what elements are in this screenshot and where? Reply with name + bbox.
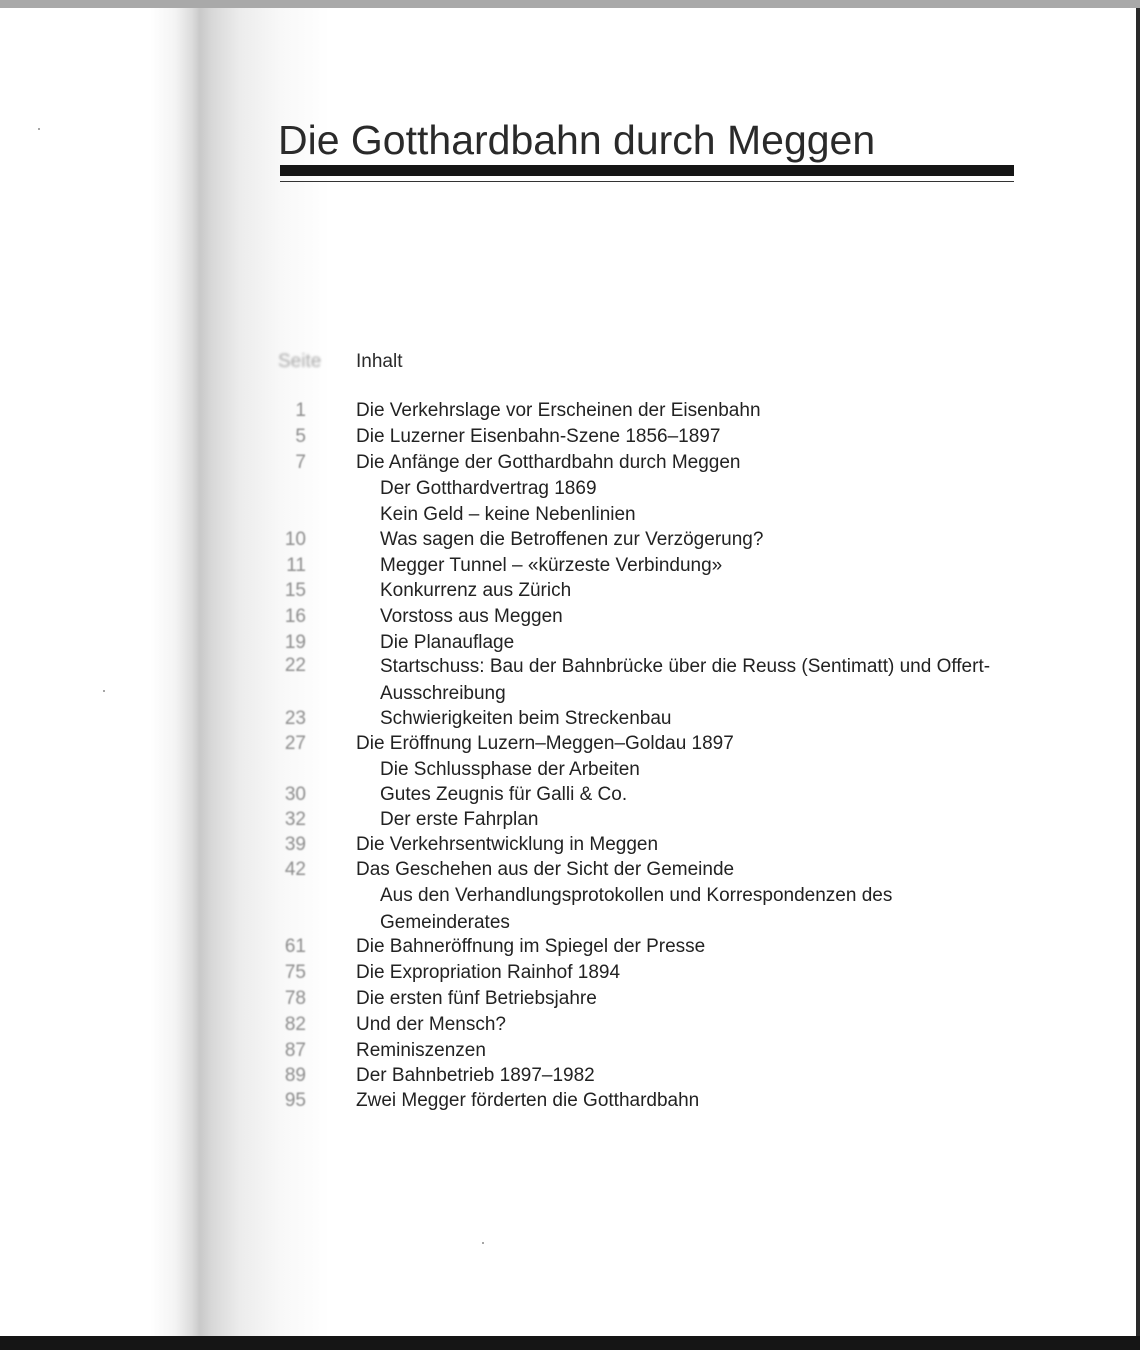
toc-page-number: 11 [286, 555, 306, 576]
toc-entry-title: Die Verkehrslage vor Erscheinen der Eisenbahn [356, 400, 761, 421]
toc-entry-title: Megger Tunnel – «kürzeste Verbindung» [380, 555, 723, 576]
toc-content-column-header: Inhalt [356, 351, 403, 372]
toc-entry-title: Die Eröffnung Luzern–Meggen–Goldau 1897 [356, 733, 734, 754]
toc-page-number: 87 [284, 1040, 306, 1061]
toc-entry [0, 653, 1140, 705]
toc-entry-title: Die Verkehrsentwicklung in Meggen [356, 834, 659, 855]
toc-entry-title: Die Luzerner Eisenbahn-Szene 1856–1897 [356, 426, 721, 447]
toc-entry-title: Die Schlussphase der Arbeiten [380, 759, 640, 780]
toc-page-number: 78 [284, 988, 306, 1009]
toc-entry [0, 934, 1140, 958]
toc-page-number: 19 [284, 632, 306, 653]
toc-entry-title: Das Geschehen aus der Sicht der Gemeinde [356, 859, 735, 880]
toc-entry [0, 1088, 1140, 1112]
toc-page-number: 75 [284, 962, 306, 983]
toc-entry-title: Schwierigkeiten beim Streckenbau [380, 708, 672, 729]
toc-page-number: 16 [284, 606, 306, 627]
toc-page-number: 42 [284, 859, 306, 880]
toc-page-number: 89 [284, 1065, 306, 1086]
toc-entry [0, 857, 1140, 881]
toc-page-number: 30 [284, 784, 306, 805]
toc-entry [0, 398, 1140, 422]
toc-page-number: 27 [284, 733, 306, 754]
toc-page-column-header: Seite [278, 351, 322, 372]
toc-entry-title: Kein Geld – keine Nebenlinien [380, 504, 636, 525]
toc-entry [0, 757, 1140, 781]
toc-entry [0, 1012, 1140, 1036]
toc-page-number: 15 [284, 580, 306, 601]
toc-entry [0, 986, 1140, 1010]
toc-entry-title: Zwei Megger förderten die Gotthardbahn [356, 1090, 700, 1111]
toc-entry [0, 960, 1140, 984]
toc-entry-title: Der erste Fahrplan [380, 809, 539, 830]
toc-entry-title: Aus den Verhandlungsprotokollen und Korrespondenzen des Gemeinderates [380, 885, 893, 933]
toc-entry-title: Und der Mensch? [356, 1014, 506, 1035]
toc-entry [0, 476, 1140, 500]
toc-entry-title: Die Expropriation Rainhof 1894 [356, 962, 621, 983]
toc-entry-title: Reminiszenzen [356, 1040, 486, 1061]
toc-page-number: 23 [284, 708, 306, 729]
toc-entry [0, 731, 1140, 755]
toc-entry [0, 604, 1140, 628]
toc-page-number: 22 [284, 655, 306, 676]
toc-entry [0, 882, 1140, 934]
toc-page-number: 61 [284, 936, 306, 957]
toc-entry-title: Vorstoss aus Meggen [380, 606, 563, 627]
toc-page-number: 82 [284, 1014, 306, 1035]
toc-entry [0, 832, 1140, 856]
toc-entry [0, 1038, 1140, 1062]
toc-page-number: 10 [284, 529, 306, 550]
page-title: Die Gotthardbahn durch Meggen [278, 117, 876, 163]
toc-entry-title: Konkurrenz aus Zürich [380, 580, 572, 601]
toc-entry [0, 1063, 1140, 1087]
toc-page-number: 39 [284, 834, 306, 855]
toc-page-number: 1 [295, 400, 306, 421]
toc-entry-title: Gutes Zeugnis für Galli & Co. [380, 784, 628, 805]
toc-page-number: 7 [295, 452, 306, 473]
toc-entry [0, 553, 1140, 577]
toc-entry-title: Die ersten fünf Betriebsjahre [356, 988, 597, 1009]
toc-page-number: 95 [284, 1090, 306, 1111]
toc-entry-title: Was sagen die Betroffenen zur Verzögerung? [380, 529, 764, 550]
toc-entry [0, 527, 1140, 551]
toc-entry-title: Der Bahnbetrieb 1897–1982 [356, 1065, 595, 1086]
toc-entry [0, 450, 1140, 474]
toc-entry-title: Startschuss: Bau der Bahnbrücke über die Reuss (Sentimatt) und Offert-Ausschreibung [380, 656, 991, 704]
toc-entry [0, 630, 1140, 654]
toc-page-number: 5 [295, 426, 306, 447]
toc-entry [0, 424, 1140, 448]
toc-entry [0, 706, 1140, 730]
toc-entry [0, 502, 1140, 526]
toc-entry [0, 578, 1140, 602]
toc-entry-title: Die Anfänge der Gotthardbahn durch Meggen [356, 452, 741, 473]
toc-entry-title: Die Planauflage [380, 632, 515, 653]
toc-page-number: 32 [284, 809, 306, 830]
toc-entry [0, 782, 1140, 806]
toc-entry-title: Der Gotthardvertrag 1869 [380, 478, 597, 499]
toc-entry [0, 807, 1140, 831]
toc-entry-title: Die Bahneröffnung im Spiegel der Presse [356, 936, 706, 957]
